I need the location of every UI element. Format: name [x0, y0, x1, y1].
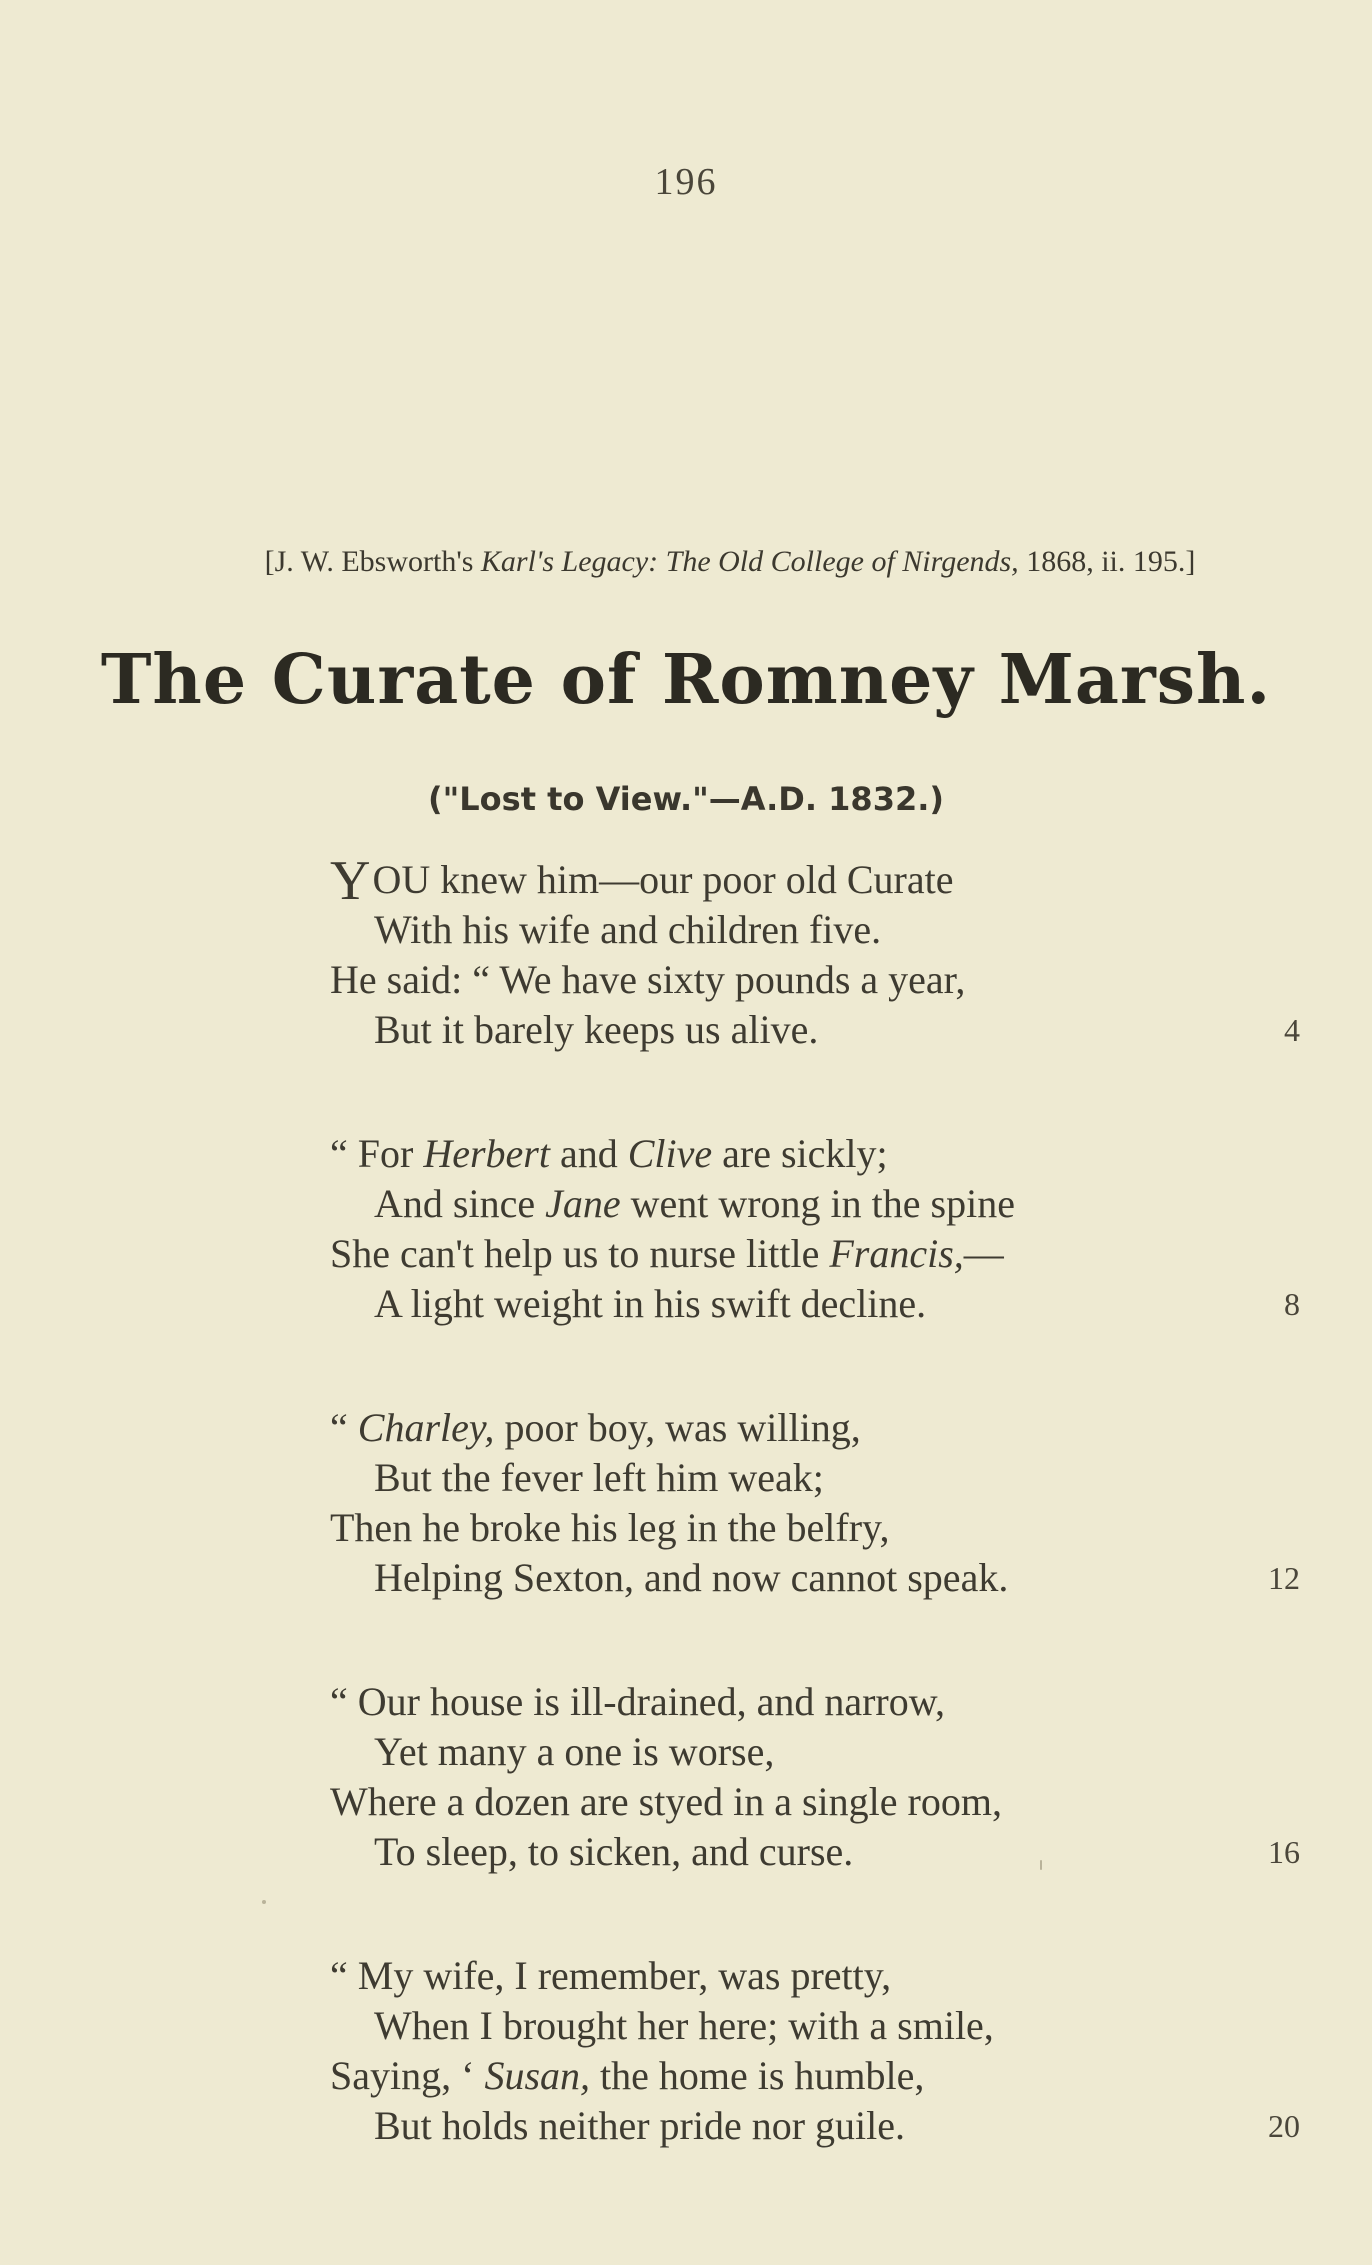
poem-line	[330, 1827, 1310, 1877]
line-text: “ My wife, I remember, was pretty,	[330, 1953, 892, 1998]
line-text: Helping Sexton, and now cannot speak.	[374, 1555, 1009, 1600]
italic-name: Herbert	[423, 1131, 550, 1176]
source-citation	[160, 545, 1300, 579]
poem-line	[330, 2101, 1310, 2151]
italic-name: Francis,	[829, 1231, 964, 1276]
poem-line	[330, 1677, 1310, 1727]
poem-line	[330, 1229, 1310, 1279]
poem-line	[330, 905, 1310, 955]
line-text: Then he broke his leg in the belfry,	[330, 1505, 890, 1550]
line-text: But it barely keeps us alive.	[374, 1007, 819, 1052]
line-text: —	[963, 1231, 1004, 1276]
poem-line	[330, 1279, 1310, 1329]
source-book-title: Karl's Legacy: The Old College of Nirgends,	[480, 545, 1019, 578]
line-text: are sickly;	[712, 1131, 888, 1176]
line-number: 4	[1284, 1012, 1300, 1048]
line-number: 12	[1268, 1560, 1300, 1596]
line-text: the home is humble,	[590, 2053, 925, 2098]
poem-line	[330, 1553, 1310, 1603]
line-text: But holds neither pride nor guile.	[374, 2103, 906, 2148]
line-text: “ Our house is ill-drained, and narrow,	[330, 1679, 945, 1724]
page-number: 196	[654, 161, 718, 203]
line-text: Saying, ‘	[330, 2053, 485, 2098]
line-text: A light weight in his swift decline.	[374, 1281, 927, 1326]
paper-speck	[262, 1900, 266, 1904]
line-text: But the fever left him weak;	[374, 1455, 824, 1500]
poem-line	[330, 1179, 1310, 1229]
line-text: poor boy, was willing,	[494, 1405, 861, 1450]
stanza	[330, 1129, 1310, 1329]
line-text: and	[549, 1131, 628, 1176]
poem-line	[330, 1129, 1310, 1179]
poem-line	[330, 1503, 1310, 1553]
line-number: 8	[1284, 1286, 1300, 1322]
line-text: He said: “ We have sixty pounds a year,	[330, 957, 966, 1002]
poem-line	[330, 1403, 1310, 1453]
italic-name: Clive	[627, 1131, 713, 1176]
poem-line	[330, 1727, 1310, 1777]
italic-name: Charley,	[357, 1405, 495, 1450]
poem-line	[330, 1453, 1310, 1503]
line-text: went wrong in the spine	[620, 1181, 1015, 1226]
drop-cap: Y	[330, 850, 371, 912]
source-suffix: 1868, ii. 195.]	[1018, 545, 1196, 578]
line-text: “ For	[330, 1131, 424, 1176]
poem-line	[330, 2051, 1310, 2101]
poem-line	[330, 1005, 1310, 1055]
stanza	[330, 1951, 1310, 2151]
line-text: And since	[374, 1181, 546, 1226]
poem-title: The Curate of Romney Marsh.	[100, 640, 1272, 720]
stanza	[330, 850, 1310, 1055]
line-text: To sleep, to sicken, and curse.	[374, 1829, 854, 1874]
line-text: Where a dozen are styed in a single room,	[330, 1779, 1002, 1824]
italic-name: Susan,	[484, 2053, 591, 2098]
paper-speck	[1040, 1860, 1042, 1870]
poem-body	[330, 850, 1310, 2225]
poem-line	[330, 1777, 1310, 1827]
line-text: With his wife and children five.	[374, 907, 882, 952]
line-text: When I brought her here; with a smile,	[374, 2003, 994, 2048]
line-number: 16	[1268, 1834, 1300, 1870]
poem-line	[330, 850, 1310, 912]
stanza	[330, 1403, 1310, 1603]
stanza	[330, 1677, 1310, 1877]
line-text: “	[330, 1405, 358, 1450]
poem-line	[330, 1951, 1310, 2001]
poem-line	[330, 955, 1310, 1005]
italic-name: Jane	[545, 1181, 621, 1226]
line-number: 20	[1268, 2108, 1300, 2144]
line-text: OU knew him—our poor old Curate	[372, 857, 954, 902]
poem-subtitle: ("Lost to View."—A.D. 1832.)	[427, 780, 944, 818]
line-text: She can't help us to nurse little	[330, 1231, 830, 1276]
source-prefix: [J. W. Ebsworth's	[264, 545, 481, 578]
line-text: Yet many a one is worse,	[374, 1729, 775, 1774]
poem-line	[330, 2001, 1310, 2051]
